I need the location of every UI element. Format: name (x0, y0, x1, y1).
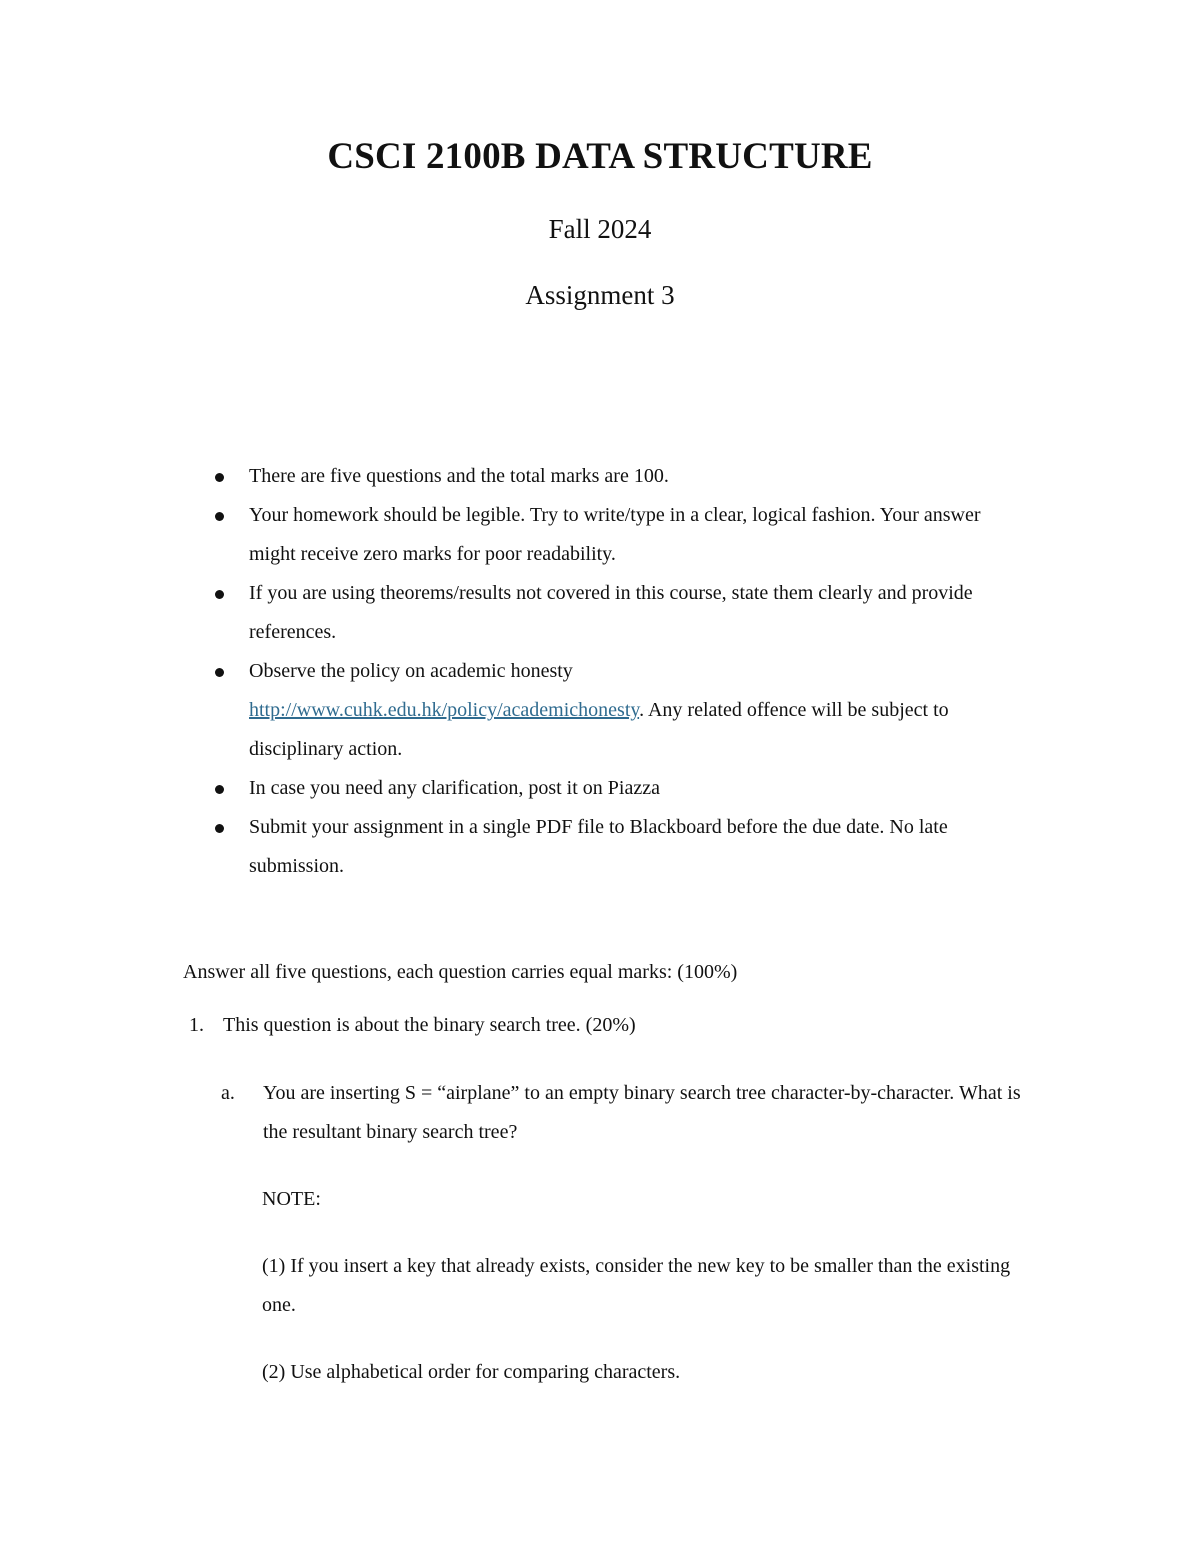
question-1-part-a (221, 1074, 1041, 1152)
rule-text-after-link: . Any related offence will be subject to disciplinary action. (249, 699, 949, 760)
rule-item (249, 496, 1019, 574)
rule-item (249, 652, 1019, 769)
instructions-text: Answer all five questions, each question carries equal marks: (100%) (183, 961, 738, 983)
academic-honesty-link[interactable]: http://www.cuhk.edu.hk/policy/academichonesty (249, 699, 640, 721)
rule-item (249, 457, 1019, 496)
rule-text: If you are using theorems/results not covered in this course, state them clearly and provide references. (249, 582, 973, 643)
rule-item (249, 769, 1019, 808)
rule-item (249, 574, 1019, 652)
rule-text: In case you need any clarification, post it on Piazza (249, 777, 660, 799)
bullet-icon (215, 590, 224, 599)
question-1 (189, 1009, 1089, 1041)
question-text: This question is about the binary search tree. (20%) (223, 1014, 636, 1036)
question-number: 1. (189, 1014, 204, 1036)
course-title: CSCI 2100B DATA STRUCTURE (327, 136, 873, 177)
note-heading: NOTE: (262, 1188, 321, 1210)
assignment-label: Assignment 3 (525, 280, 675, 310)
rule-item (249, 808, 1019, 886)
note-item-1: (1) If you insert a key that already exists, consider the new key to be smaller than the existing one. (262, 1255, 1011, 1316)
part-text: You are inserting S = “airplane” to an empty binary search tree character-by-character. What is the resultant binary search tree? (263, 1082, 1021, 1143)
bullet-icon (215, 824, 224, 833)
part-letter: a. (221, 1082, 235, 1104)
bullet-icon (215, 512, 224, 521)
rule-text-before-link: Observe the policy on academic honesty (249, 660, 573, 682)
rule-text: Your homework should be legible. Try to write/type in a clear, logical fashion. Your answer might receive zero marks for poor readability. (249, 504, 981, 565)
rule-text: Submit your assignment in a single PDF file to Blackboard before the due date. No late submission. (249, 816, 948, 877)
bullet-icon (215, 668, 224, 677)
note-item-2: (2) Use alphabetical order for comparing characters. (262, 1361, 681, 1383)
term-label: Fall 2024 (548, 214, 652, 244)
bullet-icon (215, 473, 224, 482)
rules-list (249, 457, 1019, 886)
bullet-icon (215, 785, 224, 794)
rule-text: There are five questions and the total marks are 100. (249, 465, 669, 487)
